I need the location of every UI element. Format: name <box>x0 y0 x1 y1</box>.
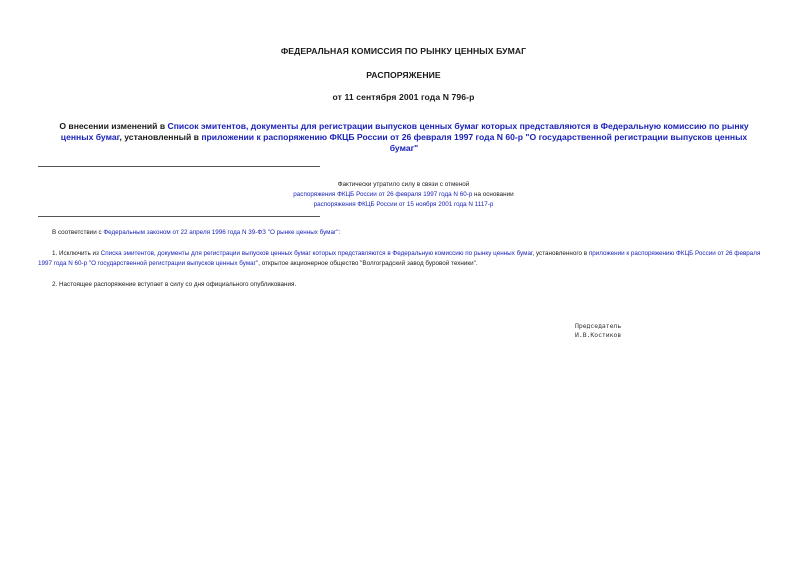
status-note-line-2 <box>0 190 807 201</box>
intro-link-federal-law[interactable]: Федеральным законом от 22 апреля 1996 года N 39-ФЗ "О рынке ценных бумаг" <box>103 229 339 236</box>
paragraph-2: 2. Настоящее распоряжение вступает в силу со дня официального опубликования. <box>52 281 297 288</box>
document-title <box>46 121 762 154</box>
document-date-heading: от 11 сентября 2001 года N 796-р <box>332 92 475 102</box>
intro-suffix: : <box>338 229 341 236</box>
signature-role: Председатель <box>575 322 622 330</box>
p1-prefix: 1. Исключить из <box>52 250 101 257</box>
p1-link-issuer-list[interactable]: Списка эмитентов, документы для регистрации выпусков ценных бумаг которых представляются в Федеральную комиссию по рынку ценных бумаг <box>100 250 533 257</box>
title-prefix: О внесении изменений в <box>59 121 168 131</box>
title-middle: , установленный в <box>119 132 202 142</box>
issuer-heading: ФЕДЕРАЛЬНАЯ КОМИССИЯ ПО РЫНКУ ЦЕННЫХ БУМАГ <box>280 46 527 56</box>
title-link-issuer-list[interactable]: Список эмитентов, документы для регистрации выпусков ценных бумаг которых представляются в Федеральную комиссию по рынку ценных бумаг <box>60 121 749 142</box>
intro-prefix: В соответствии с <box>52 229 104 236</box>
status-note-link-order-60[interactable]: распоряжения ФКЦБ России от 26 февраля 1997 года N 60-р <box>293 191 473 198</box>
status-note-line-1: Фактически утратило силу в связи с отменой <box>337 181 470 188</box>
status-note-suffix: на основании <box>472 191 514 198</box>
p1-middle: , установленного в <box>532 250 589 257</box>
status-note-line-3 <box>0 200 807 211</box>
signature-name: И.В.Костиков <box>575 331 622 339</box>
divider-top <box>38 166 320 167</box>
status-note-link-order-1117[interactable]: распоряжения ФКЦБ России от 15 ноября 2001 года N 1117-р <box>313 201 494 208</box>
document-type-heading: РАСПОРЯЖЕНИЕ <box>366 70 441 80</box>
p1-suffix: , открытое акционерное общество "Волгоградский завод буровой техники". <box>258 260 478 267</box>
paragraph-1 <box>38 249 768 269</box>
divider-bottom <box>38 216 320 217</box>
p1-link-annex[interactable]: приложении к распоряжению ФКЦБ России от 26 февраля 1997 года N 60-р "О государственной регистрации выпусков ценных бумаг" <box>38 250 761 267</box>
paragraph-intro <box>38 228 768 238</box>
title-link-annex[interactable]: приложении к распоряжению ФКЦБ России от 26 февраля 1997 года N 60-р "О государственной регистрации выпусков ценных бумаг" <box>201 132 748 153</box>
